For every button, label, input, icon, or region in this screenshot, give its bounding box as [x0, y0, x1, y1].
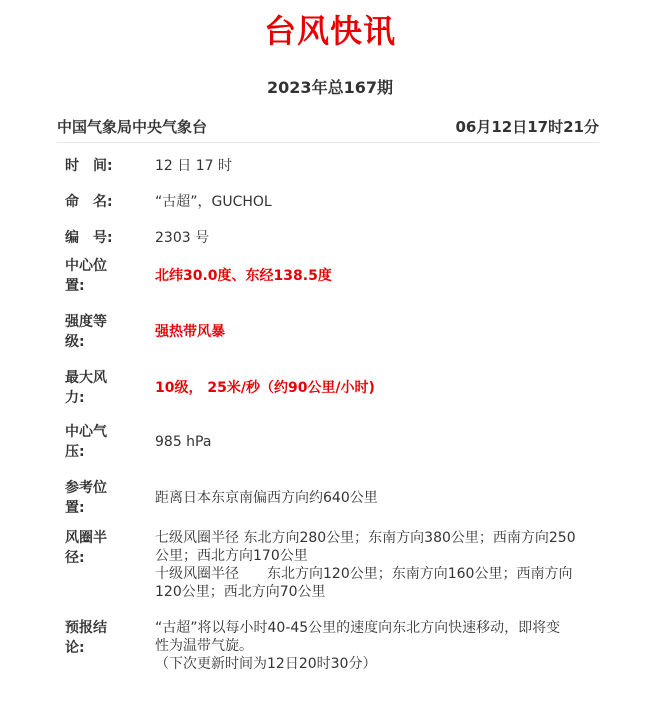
max-wind-label: 最大风力:	[65, 370, 107, 406]
radius-line: 120公里；西北方向70公里	[155, 584, 326, 600]
max-wind-value: 10级， 25米/秒（约90公里/小时)	[155, 380, 375, 396]
name-label: 命 名:	[65, 194, 113, 210]
radius-value	[155, 528, 599, 601]
row-wind-radius	[57, 528, 599, 618]
row-position	[57, 256, 599, 312]
issue-datetime: 06月12日17时21分	[455, 118, 599, 136]
name-value: “古超”，GUCHOL	[155, 194, 272, 210]
typhoon-info-table	[57, 150, 599, 678]
number-label: 编 号:	[65, 230, 113, 246]
forecast-value	[155, 618, 599, 673]
row-max-wind	[57, 368, 599, 422]
page-title: 台风快讯	[263, 12, 396, 50]
row-forecast	[57, 618, 599, 678]
position-label: 中心位置:	[65, 258, 107, 294]
radius-line: 十级风圈半径 东北方向120公里；东南方向160公里；西南方向	[155, 566, 573, 582]
intensity-value: 强热带风暴	[155, 324, 225, 340]
forecast-line: “古超”将以每小时40-45公里的速度向东北方向快速移动，即将变	[155, 620, 561, 636]
row-number	[57, 228, 599, 256]
issue-number: 2023年总167期	[267, 78, 393, 97]
time-label: 时 间:	[65, 158, 113, 174]
bulletin-header	[57, 116, 599, 143]
forecast-line: （下次更新时间为12日20时30分）	[155, 656, 377, 672]
row-name	[57, 192, 599, 228]
number-value: 2303 号	[155, 230, 210, 246]
row-pressure	[57, 422, 599, 478]
reference-value: 距离日本东京南偏西方向约640公里	[155, 490, 378, 506]
forecast-line: 性为温带气旋。	[155, 638, 253, 654]
pressure-label: 中心气压:	[65, 424, 107, 460]
intensity-label: 强度等级:	[65, 314, 107, 350]
row-intensity	[57, 312, 599, 368]
radius-label: 风圈半径:	[65, 530, 107, 566]
radius-line: 七级风圈半径 东北方向280公里；东南方向380公里；西南方向250	[155, 530, 576, 546]
row-reference	[57, 478, 599, 528]
radius-line: 公里；西北方向170公里	[155, 548, 308, 564]
forecast-label: 预报结论:	[65, 620, 107, 656]
pressure-value: 985 hPa	[155, 434, 212, 450]
position-value: 北纬30.0度、东经138.5度	[155, 268, 332, 284]
reference-label: 参考位置:	[65, 480, 107, 516]
time-value: 12 日 17 时	[155, 158, 232, 174]
source-agency: 中国气象局中央气象台	[57, 118, 208, 136]
row-time	[57, 156, 599, 192]
